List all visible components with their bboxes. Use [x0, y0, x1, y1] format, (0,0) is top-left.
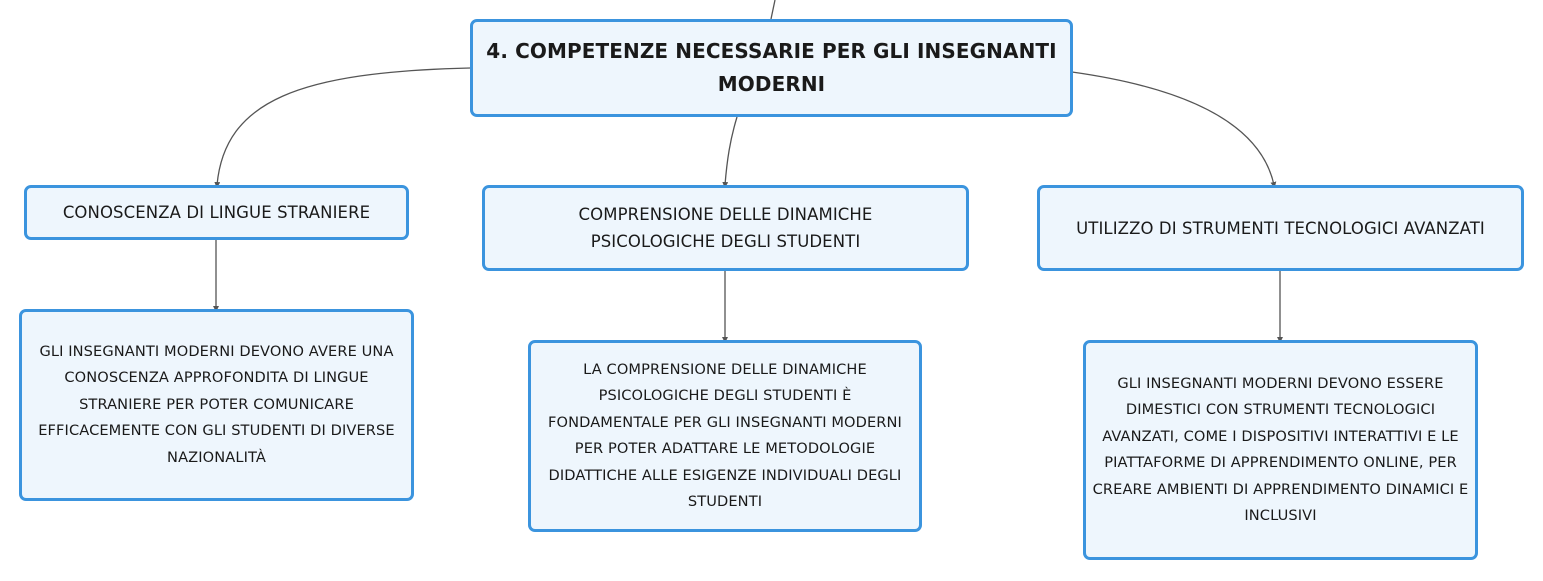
branch-node-psychological-dynamics[interactable]	[482, 185, 969, 271]
connector-root-to-branch-2	[725, 117, 737, 185]
incoming-connector	[771, 0, 775, 19]
connector-root-to-branch-1	[217, 68, 470, 185]
detail-text: GLI INSEGNANTI MODERNI DEVONO AVERE UNA CONOSCENZA APPROFONDITA DI LINGUE STRANIERE PER POTER COMUNICARE EFFICACEMENTE CON GLI STUDENTI DI DIVERSE NAZIONALITÀ	[38, 342, 395, 466]
branch-node-foreign-languages[interactable]	[24, 185, 409, 240]
detail-node-psychological-dynamics[interactable]	[528, 340, 922, 532]
branch-label: UTILIZZO DI STRUMENTI TECNOLOGICI AVANZATI	[1076, 218, 1485, 238]
detail-text: GLI INSEGNANTI MODERNI DEVONO ESSERE DIMESTICI CON STRUMENTI TECNOLOGICI AVANZATI, COME I DISPOSITIVI INTERATTIVI E LE PIATTAFORME DI APPRENDIMENTO ONLINE, PER CREARE AMBIENTI DI APPRENDIMENTO DINAMICI E INCLUSIVI	[1092, 374, 1469, 524]
branch-node-advanced-technology[interactable]	[1037, 185, 1524, 271]
central-topic-label: 4. COMPETENZE NECESSARIE PER GLI INSEGNANTI MODERNI	[486, 39, 1057, 96]
detail-text: LA COMPRENSIONE DELLE DINAMICHE PSICOLOGICHE DEGLI STUDENTI È FONDAMENTALE PER GLI INSEGNANTI MODERNI PER POTER ADATTARE LE METODOLOGIE DIDATTICHE ALLE ESIGENZE INDIVIDUALI DEGLI STUDENTI	[548, 360, 902, 510]
connector-root-to-branch-3	[1072, 72, 1274, 185]
central-topic-node[interactable]	[470, 19, 1073, 117]
detail-node-advanced-technology[interactable]	[1083, 340, 1478, 560]
branch-label: COMPRENSIONE DELLE DINAMICHE PSICOLOGICHE DEGLI STUDENTI	[578, 205, 873, 251]
detail-node-foreign-languages[interactable]	[19, 309, 414, 501]
branch-label: CONOSCENZA DI LINGUE STRANIERE	[62, 203, 371, 222]
